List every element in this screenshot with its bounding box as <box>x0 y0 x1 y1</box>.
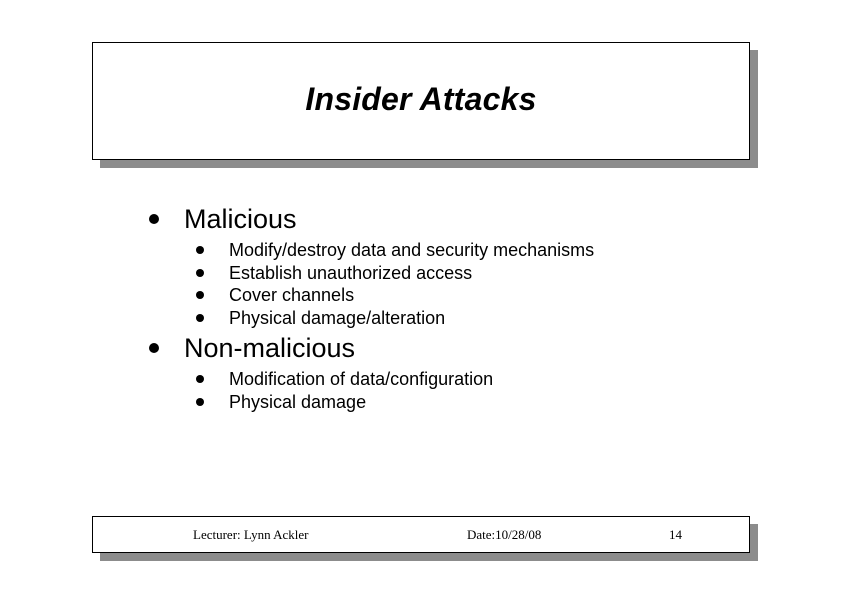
sub-bullet <box>148 307 768 330</box>
bullet-dot-icon <box>196 314 204 322</box>
sub-bullet <box>148 284 768 307</box>
bullet-label: Non-malicious <box>184 333 356 363</box>
bullet-dot-icon <box>149 214 159 224</box>
footer-lecturer: Lecturer: Lynn Ackler <box>193 527 309 542</box>
slide-title: Insider Attacks <box>305 80 537 117</box>
sub-bullet-text: Modification of data/configuration <box>229 369 494 389</box>
sub-bullet-text: Modify/destroy data and security mechanisms <box>229 240 595 260</box>
sub-list-malicious <box>148 239 768 329</box>
bullet-dot-icon <box>149 343 159 353</box>
sub-bullet <box>148 368 768 391</box>
footer-box <box>92 516 750 553</box>
title-box <box>92 42 750 160</box>
bullet-malicious <box>148 202 768 236</box>
bullet-list <box>148 202 768 415</box>
bullet-dot-icon <box>196 269 204 277</box>
sub-bullet-text: Establish unauthorized access <box>229 262 473 283</box>
sub-list-non-malicious <box>148 368 768 413</box>
sub-bullet <box>148 391 768 414</box>
footer-page-number: 14 <box>669 527 682 542</box>
footer-date: Date:10/28/08 <box>467 527 542 542</box>
sub-bullet-text: Cover channels <box>229 285 355 305</box>
bullet-label: Malicious <box>184 204 297 234</box>
bullet-dot-icon <box>196 291 204 299</box>
sub-bullet-text: Physical damage/alteration <box>229 307 446 328</box>
bullet-dot-icon <box>196 375 204 383</box>
bullet-dot-icon <box>196 246 204 254</box>
sub-bullet <box>148 262 768 285</box>
bullet-dot-icon <box>196 398 204 406</box>
sub-bullet-text: Physical damage <box>229 391 367 412</box>
bullet-non-malicious <box>148 331 768 365</box>
sub-bullet <box>148 239 768 262</box>
